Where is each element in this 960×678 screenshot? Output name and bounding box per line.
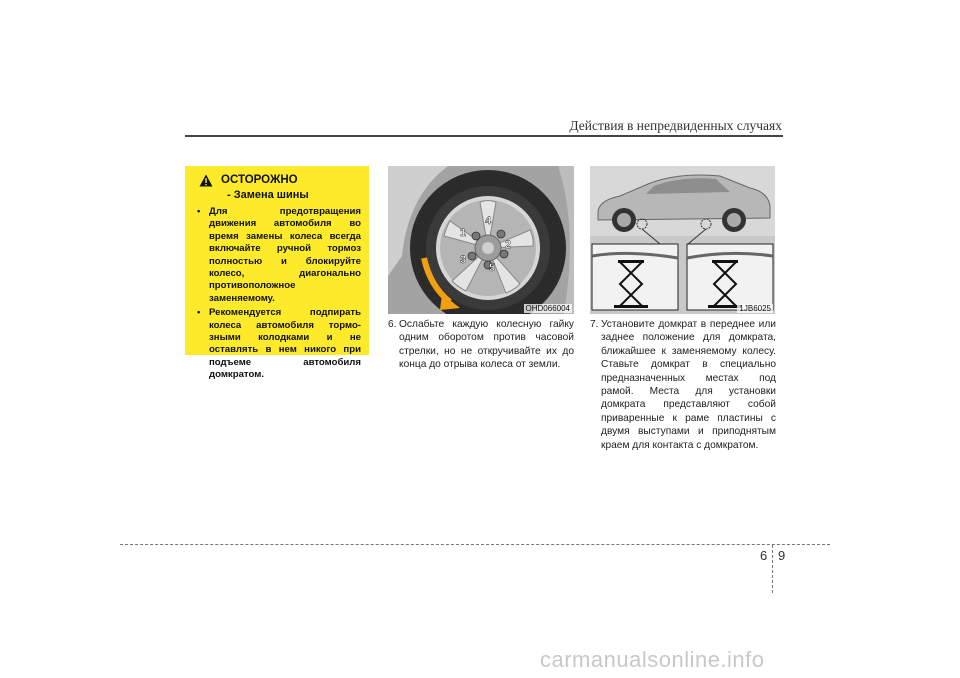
step-number: 7. [590, 319, 599, 330]
wheel-nuts-photo [388, 166, 574, 314]
jack-positions-photo [590, 166, 775, 314]
page-number-divider [772, 545, 773, 593]
car-jack-illustration [590, 166, 775, 314]
header-rule [185, 135, 783, 137]
page-number: 9 [778, 548, 786, 563]
warning-item: • Для предотвращения движения автомобиля во время замены колеса всегда включайте ручной тормоз полностью и блокируйте колесо, диагонально противоположное заменяемому. [197, 206, 361, 304]
step-7 [590, 318, 776, 452]
warning-title: ОСТОРОЖНО [221, 174, 298, 186]
section-header-title: Действия в непредвиденных случаях [569, 118, 782, 133]
step-number: 6. [388, 319, 397, 330]
step-text: Ослабьте каждую колесную гайку одним оборотом против часовой стрелки, но не откручивайте их до конца до отрыва колеса от земли. [399, 319, 574, 371]
warning-item: • Рекомендуется подпирать колеса автомобиля тормо-зными колодками и не оставлять в нем никого при подъеме автомобиля домкратом. [197, 307, 361, 381]
warning-list [193, 206, 361, 382]
nut-number: 2 [505, 239, 512, 251]
chapter-number: 6 [760, 548, 768, 563]
figure-code: OHD066004 [525, 304, 570, 313]
wheel-illustration [388, 166, 574, 314]
figure-code: 1JB6025 [739, 304, 771, 313]
nut-number: 3 [460, 254, 467, 266]
nut-number: 5 [489, 262, 496, 274]
watermark: carmanualsonline.info [540, 647, 765, 672]
nut-number: 4 [485, 215, 492, 227]
warning-box [185, 166, 369, 381]
nut-number: 1 [460, 227, 467, 239]
footer-rule [120, 544, 830, 545]
step-6 [388, 318, 574, 372]
warning-triangle-icon [199, 174, 213, 187]
step-text: Установите домкрат в переднее или заднее положение для домкрата, ближайшее к заменяемому колесу. Ставьте домкрат в специально предназначенных местах под рамой. Места для установки домкрата представляют собой приваренные к раме пластины с двумя выступами и приподнятым краем для контакта с домкратом. [601, 319, 776, 451]
warning-subtitle: - Замена шины [227, 189, 309, 201]
